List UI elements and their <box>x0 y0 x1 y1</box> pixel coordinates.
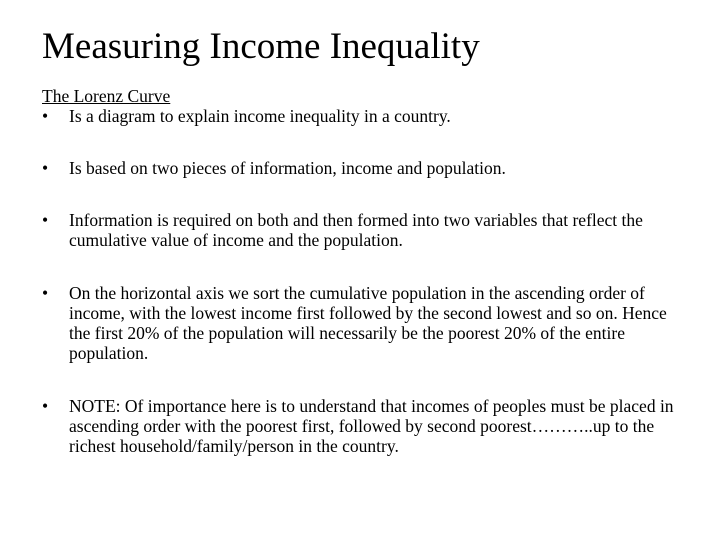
bullet-list <box>42 106 682 456</box>
bullet-text: Is a diagram to explain income inequality in a country. <box>69 106 451 126</box>
bullet-marker: • <box>42 283 49 303</box>
bullet-item <box>42 106 682 126</box>
bullet-text: Information is required on both and then formed into two variables that reflect the cumulative value of income and the population. <box>69 210 643 250</box>
bullet-item <box>42 158 682 178</box>
bullet-item <box>42 396 682 456</box>
bullet-marker: • <box>42 210 49 230</box>
bullet-item <box>42 210 682 250</box>
bullet-marker: • <box>42 396 49 416</box>
bullet-marker: • <box>42 158 49 178</box>
bullet-text: NOTE: Of importance here is to understand that incomes of peoples must be placed in ascending order with the poorest first, followed by second poorest………..up to the richest household/family/person in the country. <box>69 396 674 456</box>
slide-title: Measuring Income Inequality <box>42 26 480 67</box>
slide-content <box>42 86 682 456</box>
bullet-text: On the horizontal axis we sort the cumulative population in the ascending order of income, with the lowest income first followed by the second lowest and so on. Hence the first 20% of the population will necessarily be the poorest 20% of the entire population. <box>69 283 667 363</box>
bullet-text: Is based on two pieces of information, income and population. <box>69 158 506 178</box>
subheading: The Lorenz Curve <box>42 86 171 106</box>
bullet-marker: • <box>42 106 49 126</box>
bullet-item <box>42 283 682 363</box>
